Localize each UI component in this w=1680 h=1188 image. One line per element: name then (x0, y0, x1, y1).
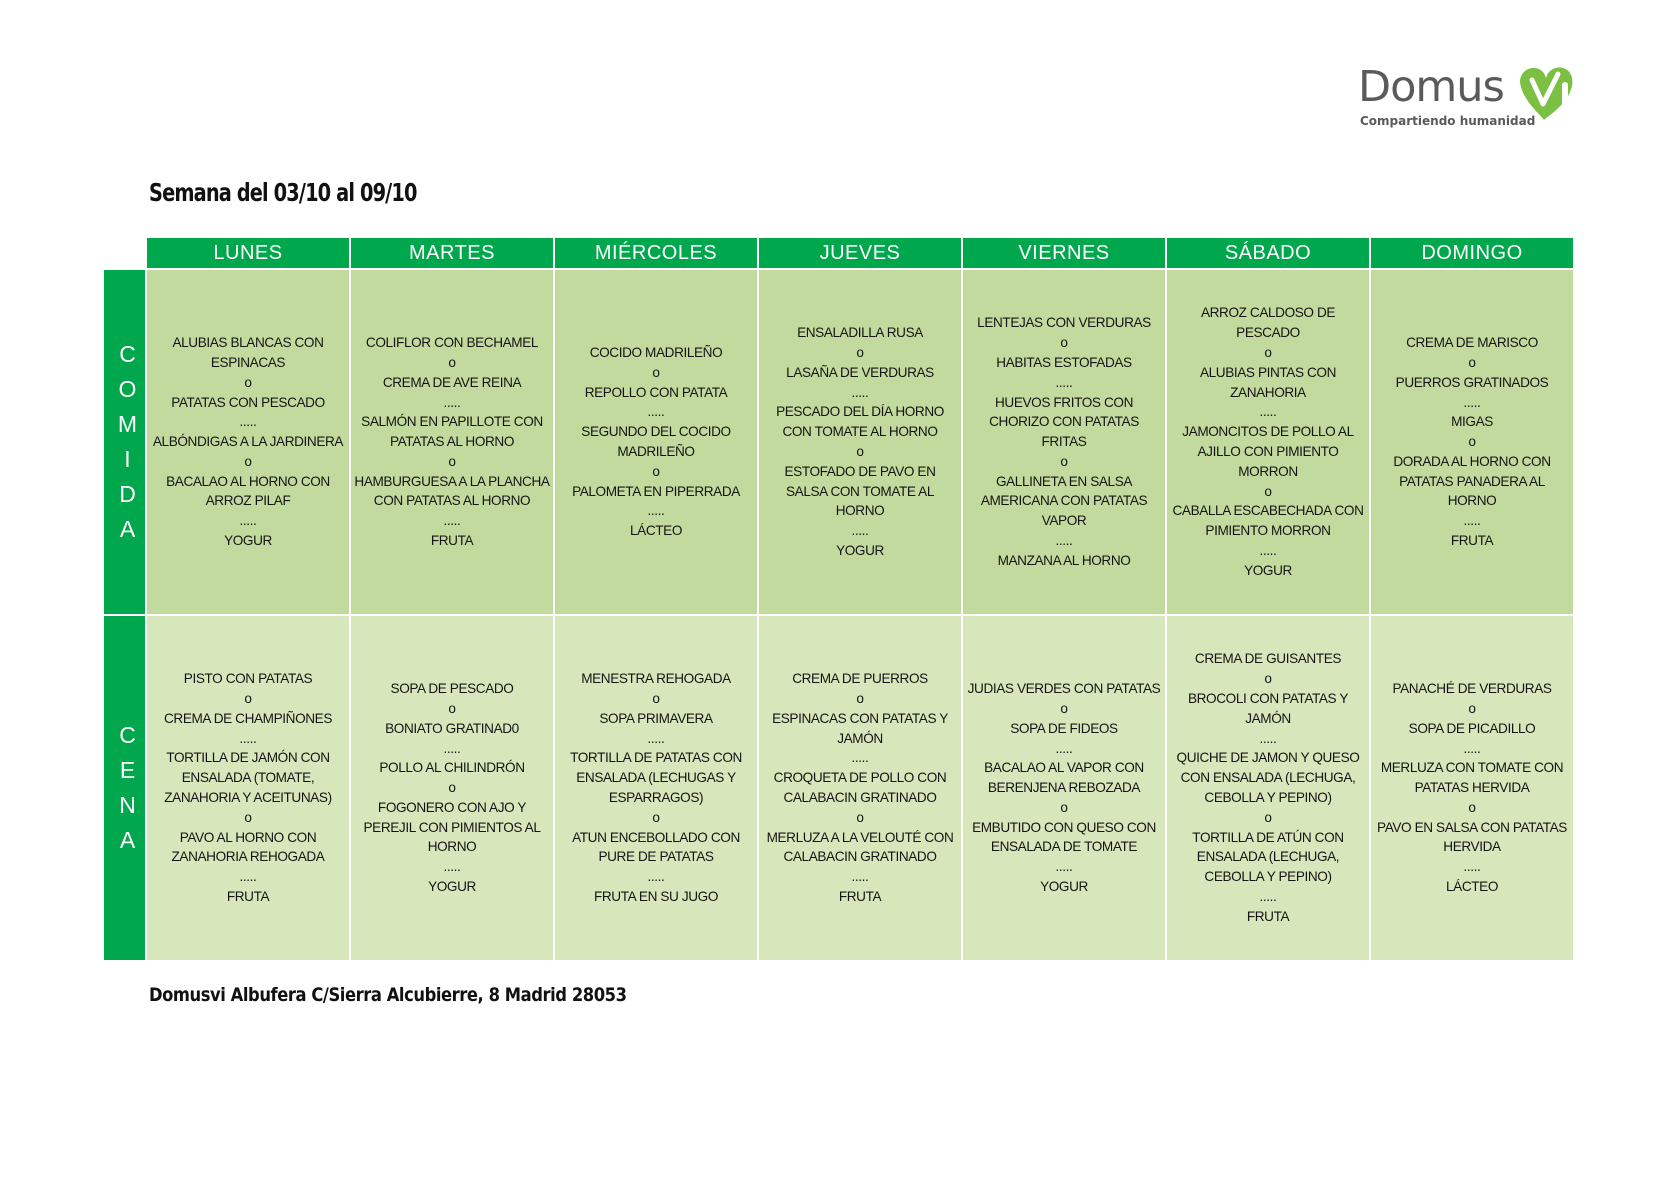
dish-item: FRUTA (1246, 908, 1290, 924)
course-separator: ..... (1055, 740, 1073, 756)
dish-item: PATATAS CON PESCADO (171, 394, 325, 410)
meal-label-letter: N (119, 792, 136, 818)
menu-cell-cena (147, 616, 349, 960)
alternative-separator: o (244, 809, 252, 825)
alternative-separator: o (448, 700, 456, 716)
menu-cell-comida (963, 270, 1165, 614)
course-separator: ..... (443, 859, 461, 875)
alternative-separator: o (652, 364, 660, 380)
dish-item: YOGUR (836, 542, 884, 558)
dish-item: COLIFLOR CON BECHAMEL (365, 335, 539, 351)
menu-cell-cena (759, 616, 961, 960)
alternative-separator: o (448, 453, 456, 469)
dish-item: LENTEJAS CON VERDURAS (977, 315, 1151, 331)
dish-item: PUERROS GRATINADOS (1395, 374, 1549, 390)
weekly-menu-table (104, 238, 1573, 960)
dish-item: POLLO AL CHILINDRÓN (379, 760, 525, 776)
dish-item: ENSALADILLA RUSA (797, 325, 923, 341)
dish-item: TORTILLA DE ATÚN CON ENSALADA (LECHUGA, CEBOLLA Y PEPINO) (1192, 829, 1344, 885)
meal-label-cena (104, 616, 145, 960)
alternative-separator: o (1468, 354, 1476, 370)
dish-item: SEGUNDO DEL COCIDO MADRILEÑO (581, 424, 731, 459)
dish-item: ALUBIAS BLANCAS CON ESPINACAS (172, 335, 324, 370)
dish-item: BROCOLI CON PATATAS Y JAMÓN (1187, 691, 1349, 726)
dish-item: HABITAS ESTOFADAS (996, 354, 1132, 370)
meal-label-letter: D (119, 481, 136, 507)
domusvi-logo (1358, 56, 1588, 136)
menu-cell-cena (1371, 616, 1573, 960)
dish-item: SOPA DE FIDEOS (1010, 720, 1118, 736)
day-header: MARTES (351, 238, 553, 268)
alternative-separator: o (1264, 483, 1272, 499)
dish-item: LÁCTEO (1446, 879, 1498, 895)
alternative-separator: o (244, 453, 252, 469)
dish-item: JUDIAS VERDES CON PATATAS (967, 681, 1161, 697)
alternative-separator: o (856, 809, 864, 825)
meal-label-letter: A (119, 516, 136, 542)
meal-label-letter: I (124, 446, 131, 472)
course-separator: ..... (1259, 888, 1277, 904)
dish-item: FRUTA (226, 888, 270, 904)
dish-item: ESPINACAS CON PATATAS Y JAMÓN (772, 710, 948, 746)
meal-label-comida (104, 270, 145, 614)
dish-item: TORTILLA DE JAMÓN CON ENSALADA (TOMATE, ZANAHORIA Y ACEITUNAS) (164, 750, 332, 805)
meal-label-letter: O (118, 376, 137, 402)
course-separator: ..... (851, 869, 869, 885)
dish-item: BACALAO AL HORNO CON ARROZ PILAF (166, 473, 330, 509)
dish-item: FRUTA (1450, 533, 1494, 549)
dish-item: EMBUTIDO CON QUESO CON ENSALADA DE TOMATE (972, 819, 1156, 855)
course-separator: ..... (1259, 404, 1277, 420)
dish-item: TORTILLA DE PATATAS CON ENSALADA (LECHUGAS Y ESPARRAGOS) (570, 750, 742, 805)
dish-item: YOGUR (224, 533, 272, 549)
dish-item: HUEVOS FRITOS CON CHORIZO CON PATATAS FRITAS (989, 394, 1139, 450)
alternative-separator: o (652, 691, 660, 707)
course-separator: ..... (647, 869, 665, 885)
dish-item: MIGAS (1451, 414, 1493, 430)
dish-item: FRUTA (838, 888, 882, 904)
dish-item: SOPA DE PICADILLO (1408, 720, 1536, 736)
dish-item: PESCADO DEL DÍA HORNO CON TOMATE AL HORNO (776, 404, 944, 440)
dish-item: PAVO AL HORNO CON ZANAHORIA REHOGADA (171, 829, 325, 865)
dish-item: ATUN ENCEBOLLADO CON PURE DE PATATAS (572, 829, 740, 865)
alternative-separator: o (1264, 671, 1272, 687)
alternative-separator: o (1264, 809, 1272, 825)
dish-item: PAVO EN SALSA CON PATATAS HERVIDA (1377, 819, 1567, 855)
dish-item: PALOMETA EN PIPERRADA (572, 483, 740, 499)
alternative-separator: o (1060, 700, 1068, 716)
day-header: LUNES (147, 238, 349, 268)
dish-item: JAMONCITOS DE POLLO AL AJILLO CON PIMIENTO MORRON (1182, 424, 1354, 479)
course-separator: ..... (239, 414, 257, 430)
dish-item: ESTOFADO DE PAVO EN SALSA CON TOMATE AL HORNO (784, 463, 936, 519)
menu-cell-cena (555, 616, 757, 960)
meal-label-letter: E (119, 757, 136, 783)
alternative-separator: o (448, 780, 456, 796)
course-separator: ..... (647, 404, 665, 420)
dish-item: MANZANA AL HORNO (997, 552, 1131, 568)
dish-item: CREMA DE PUERROS (792, 671, 928, 687)
alternative-separator: o (244, 374, 252, 390)
alternative-separator: o (1468, 434, 1476, 450)
menu-cell-cena (351, 616, 553, 960)
alternative-separator: o (1060, 453, 1068, 469)
day-header: JUEVES (759, 238, 961, 268)
menu-cell-cena (963, 616, 1165, 960)
course-separator: ..... (1463, 740, 1481, 756)
course-separator: ..... (1463, 859, 1481, 875)
dish-item: SALMÓN EN PAPILLOTE CON PATATAS AL HORNO (361, 414, 543, 450)
dish-item: SOPA DE PESCADO (390, 681, 514, 697)
dish-item: PISTO CON PATATAS (183, 671, 313, 687)
logo-wordmark: Domus (1358, 62, 1504, 112)
dish-item: PANACHÉ DE VERDURAS (1392, 681, 1552, 697)
course-separator: ..... (1055, 859, 1073, 875)
meal-label-letter: A (119, 827, 136, 853)
dish-item: FRUTA (430, 533, 474, 549)
logo-tagline: Compartiendo humanidad (1360, 114, 1536, 128)
meal-label-letter: M (117, 411, 138, 437)
dish-item: GALLINETA EN SALSA AMERICANA CON PATATAS VAPOR (980, 473, 1148, 529)
dish-item: HAMBURGUESA A LA PLANCHA CON PATATAS AL HORNO (354, 473, 550, 509)
dish-item: CABALLA ESCABECHADA CON PIMIENTO MORRON (1172, 503, 1364, 539)
dish-item: REPOLLO CON PATATA (584, 384, 728, 400)
dish-item: BONIATO GRATINAD0 (385, 720, 519, 736)
dish-item: CREMA DE AVE REINA (382, 374, 522, 390)
week-title: Semana del 03/10 al 09/10 (149, 178, 417, 207)
dish-item: BACALAO AL VAPOR CON BERENJENA REBOZADA (984, 760, 1144, 796)
alternative-separator: o (244, 691, 252, 707)
table-corner (104, 238, 145, 268)
day-header: MIÉRCOLES (555, 238, 757, 268)
alternative-separator: o (652, 809, 660, 825)
menu-cell-comida (351, 270, 553, 614)
dish-item: QUICHE DE JAMON Y QUESO CON ENSALADA (LECHUGA, CEBOLLA Y PEPINO) (1176, 750, 1360, 805)
course-separator: ..... (851, 523, 869, 539)
dish-item: CROQUETA DE POLLO CON CALABACIN GRATINADO (773, 770, 947, 805)
alternative-separator: o (856, 444, 864, 459)
course-separator: ..... (851, 750, 869, 766)
dish-item: MERLUZA CON TOMATE CON PATATAS HERVIDA (1380, 760, 1564, 796)
meal-label-letter: C (119, 341, 136, 367)
alternative-separator: o (1468, 799, 1476, 815)
dish-item: COCIDO MADRILEÑO (589, 345, 723, 361)
dish-item: CREMA DE CHAMPIÑONES (164, 710, 332, 726)
course-separator: ..... (1259, 542, 1277, 558)
dish-item: CREMA DE MARISCO (1406, 335, 1538, 351)
dish-item: ALBÓNDIGAS A LA JARDINERA (152, 434, 344, 450)
dish-item: MENESTRA REHOGADA (581, 671, 731, 687)
course-separator: ..... (851, 384, 869, 400)
course-separator: ..... (1259, 730, 1277, 746)
alternative-separator: o (448, 354, 456, 370)
course-separator: ..... (239, 513, 257, 529)
day-header: DOMINGO (1371, 238, 1573, 268)
dish-item: YOGUR (1244, 562, 1292, 578)
meal-label-letter: C (119, 722, 136, 748)
course-separator: ..... (647, 503, 665, 519)
menu-cell-comida (1371, 270, 1573, 614)
course-separator: ..... (239, 869, 257, 885)
course-separator: ..... (1463, 394, 1481, 410)
course-separator: ..... (443, 740, 461, 756)
dish-item: YOGUR (428, 879, 476, 895)
dish-item: SOPA PRIMAVERA (599, 710, 713, 726)
dish-item: ARROZ CALDOSO DE PESCADO (1200, 305, 1336, 341)
alternative-separator: o (856, 691, 864, 707)
dish-item: MERLUZA A LA VELOUTÉ CON CALABACIN GRATINADO (766, 829, 954, 865)
menu-cell-comida (1167, 270, 1369, 614)
dish-item: ALUBIAS PINTAS CON ZANAHORIA (1199, 364, 1337, 400)
dish-item: LASAÑA DE VERDURAS (786, 364, 934, 380)
course-separator: ..... (443, 513, 461, 529)
course-separator: ..... (443, 394, 461, 410)
course-separator: ..... (1055, 374, 1073, 390)
course-separator: ..... (1463, 513, 1481, 529)
course-separator: ..... (239, 730, 257, 746)
dish-item: CREMA DE GUISANTES (1194, 651, 1342, 667)
dish-item: DORADA AL HORNO CON PATATAS PANADERA AL HORNO (1393, 453, 1551, 509)
menu-cell-comida (759, 270, 961, 614)
course-separator: ..... (647, 730, 665, 746)
dish-item: LÁCTEO (630, 523, 682, 539)
alternative-separator: o (652, 463, 660, 479)
dish-item: FRUTA EN SU JUGO (593, 888, 718, 904)
footer-address: Domusvi Albufera C/Sierra Alcubierre, 8 Madrid 28053 (149, 984, 627, 1006)
alternative-separator: o (1060, 799, 1068, 815)
alternative-separator: o (1264, 345, 1272, 361)
menu-cell-comida (555, 270, 757, 614)
menu-cell-comida (147, 270, 349, 614)
alternative-separator: o (1468, 700, 1476, 716)
menu-cell-cena (1167, 616, 1369, 960)
alternative-separator: o (856, 345, 864, 361)
dish-item: FOGONERO CON AJO Y PEREJIL CON PIMIENTOS AL HORNO (363, 799, 541, 855)
dish-item: YOGUR (1040, 879, 1088, 895)
course-separator: ..... (1055, 533, 1073, 549)
day-header: VIERNES (963, 238, 1165, 268)
day-header: SÁBADO (1167, 238, 1369, 268)
alternative-separator: o (1060, 335, 1068, 351)
